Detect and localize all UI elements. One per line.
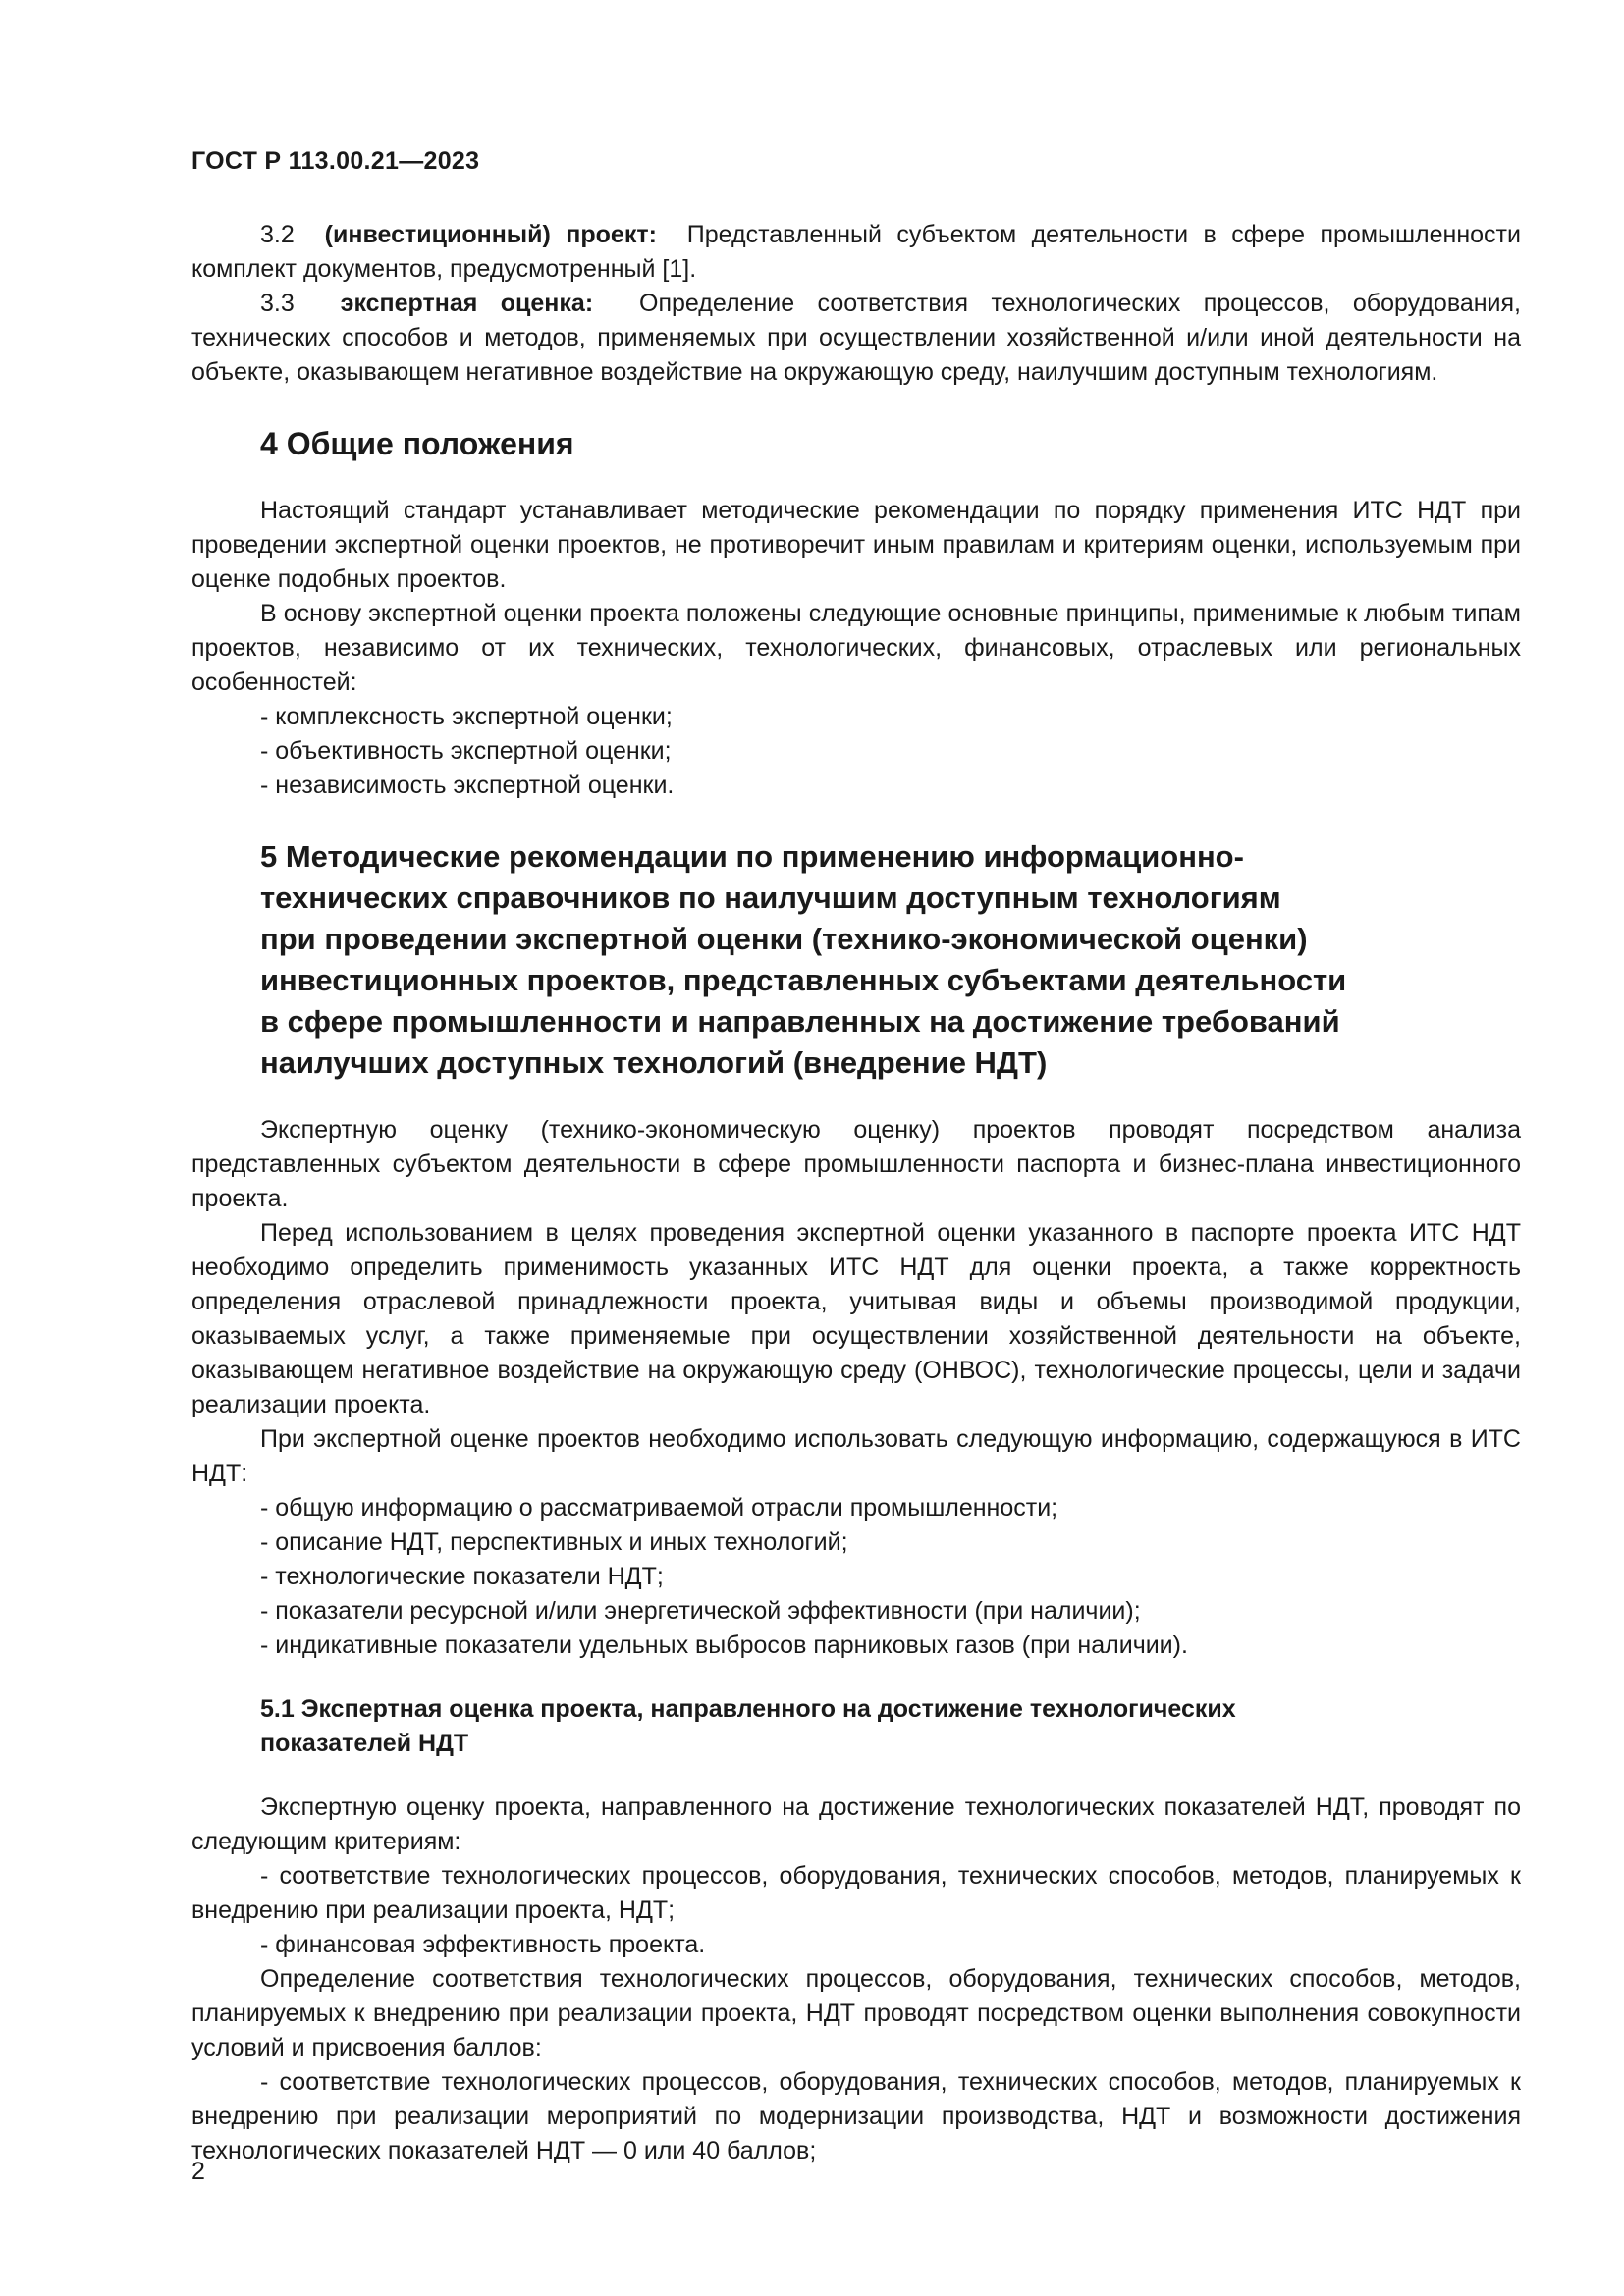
definition-text: Определение соответствия технологических процессов, оборудования, технических способов и методов, применяемых при осуществлении хозяйственной и/или иной деятельности на объекте, оказывающем негативное воздействие на окружающую среду, наилучшим доступным технологиям.: [191, 290, 1521, 386]
page-number: 2: [191, 2158, 205, 2185]
list-item: - объективность экспертной оценки;: [260, 737, 672, 765]
document-header: ГОСТ Р 113.00.21—2023: [191, 147, 480, 175]
list-item: - независимость экспертной оценки.: [260, 772, 675, 799]
criteria-item: - финансовая эффективность проекта.: [260, 1931, 706, 1958]
definition-number: 3.3: [260, 290, 295, 317]
section-5-title-line: технических справочников по наилучшим доступным технологиям: [260, 881, 1281, 915]
section-4-paragraph: Настоящий стандарт устанавливает методические рекомендации по порядку применения ИТС НДТ при проведении экспертной оценки проектов, не противоречит иным правилам и критериям оценки, используемым при оценке подобных проектов.: [191, 497, 1521, 593]
section-5-paragraph: При экспертной оценке проектов необходимо использовать следующую информацию, содержащуюся в ИТС НДТ:: [191, 1425, 1521, 1487]
definition-term: экспертная оценка:: [340, 290, 594, 317]
section-5-1-title: [191, 1692, 1521, 1761]
section-5-title-line: наилучших доступных технологий (внедрение НДТ): [260, 1045, 1048, 1080]
section-5-1-paragraph: Экспертную оценку проекта, направленного на достижение технологических показателей НДТ, проводят по следующим критериям:: [191, 1793, 1521, 1855]
definition-3-3: [191, 287, 1521, 390]
section-5-1-title-line: 5.1 Экспертная оценка проекта, направленного на достижение технологических: [260, 1695, 1236, 1723]
definition-text: Представленный субъектом деятельности в сфере промышленности комплект документов, предусмотренный [1].: [191, 221, 1521, 283]
page-content: [191, 218, 1521, 2168]
section-5-1-paragraph: Определение соответствия технологических процессов, оборудования, технических способов, методов, планируемых к внедрению при реализации проекта, НДТ проводят посредством оценки выполнения совокупности условий и присвоения баллов:: [191, 1965, 1521, 2061]
list-item: - описание НДТ, перспективных и иных технологий;: [260, 1528, 848, 1556]
list-item: - общую информацию о рассматриваемой отрасли промышленности;: [260, 1494, 1058, 1522]
definition-number: 3.2: [260, 221, 295, 248]
section-4-paragraph: В основу экспертной оценки проекта положены следующие основные принципы, применимые к любым типам проектов, независимо от их технических, технологических, финансовых, отраслевых или региональных особенностей:: [191, 600, 1521, 696]
information-list: [191, 1491, 1521, 1663]
section-4-title: 4 Общие положения: [260, 426, 574, 461]
definition-term: (инвестиционный) проект:: [324, 221, 657, 248]
section-5-title-line: инвестиционных проектов, представленных субъектами деятельности: [260, 963, 1347, 997]
section-5-1-paragraph: - соответствие технологических процессов, оборудования, технических способов, методов, планируемых к внедрению при реализации мероприятий по модернизации производства, НДТ и возможности достижения технологических показателей НДТ — 0 или 40 баллов;: [191, 2068, 1521, 2164]
section-5-1-title-line: показателей НДТ: [260, 1730, 469, 1757]
section-5-paragraph: Перед использованием в целях проведения экспертной оценки указанного в паспорте проекта ИТС НДТ необходимо определить применимость указанных ИТС НДТ для оценки проекта, а также корректность определения отраслевой принадлежности проекта, учитывая виды и объемы производимой продукции, оказываемых услуг, а также применяемые при осуществлении хозяйственной деятельности на объекте, оказывающем негативное воздействие на окружающую среду (ОНВОС), технологические процессы, цели и задачи реализации проекта.: [191, 1219, 1521, 1418]
section-5-title-line: в сфере промышленности и направленных на достижение требований: [260, 1004, 1340, 1039]
list-item: - технологические показатели НДТ;: [260, 1563, 664, 1590]
section-5-title-line: 5 Методические рекомендации по применению информационно-: [260, 839, 1244, 874]
principles-list: [191, 700, 1521, 803]
section-5-paragraph: Экспертную оценку (технико-экономическую оценку) проектов проводят посредством анализа представленных субъектом деятельности в сфере промышленности паспорта и бизнес-плана инвестиционного проекта.: [191, 1116, 1521, 1212]
list-item: - комплексность экспертной оценки;: [260, 703, 673, 730]
section-5-title: [191, 836, 1521, 1084]
definition-3-2: [191, 218, 1521, 287]
list-item: - показатели ресурсной и/или энергетической эффективности (при наличии);: [260, 1597, 1141, 1625]
list-item: - индикативные показатели удельных выбросов парниковых газов (при наличии).: [260, 1631, 1188, 1659]
section-5-title-line: при проведении экспертной оценки (технико-экономической оценки): [260, 922, 1308, 956]
criteria-item: - соответствие технологических процессов, оборудования, технических способов, методов, планируемых к внедрению при реализации проекта, НДТ;: [191, 1862, 1521, 1924]
